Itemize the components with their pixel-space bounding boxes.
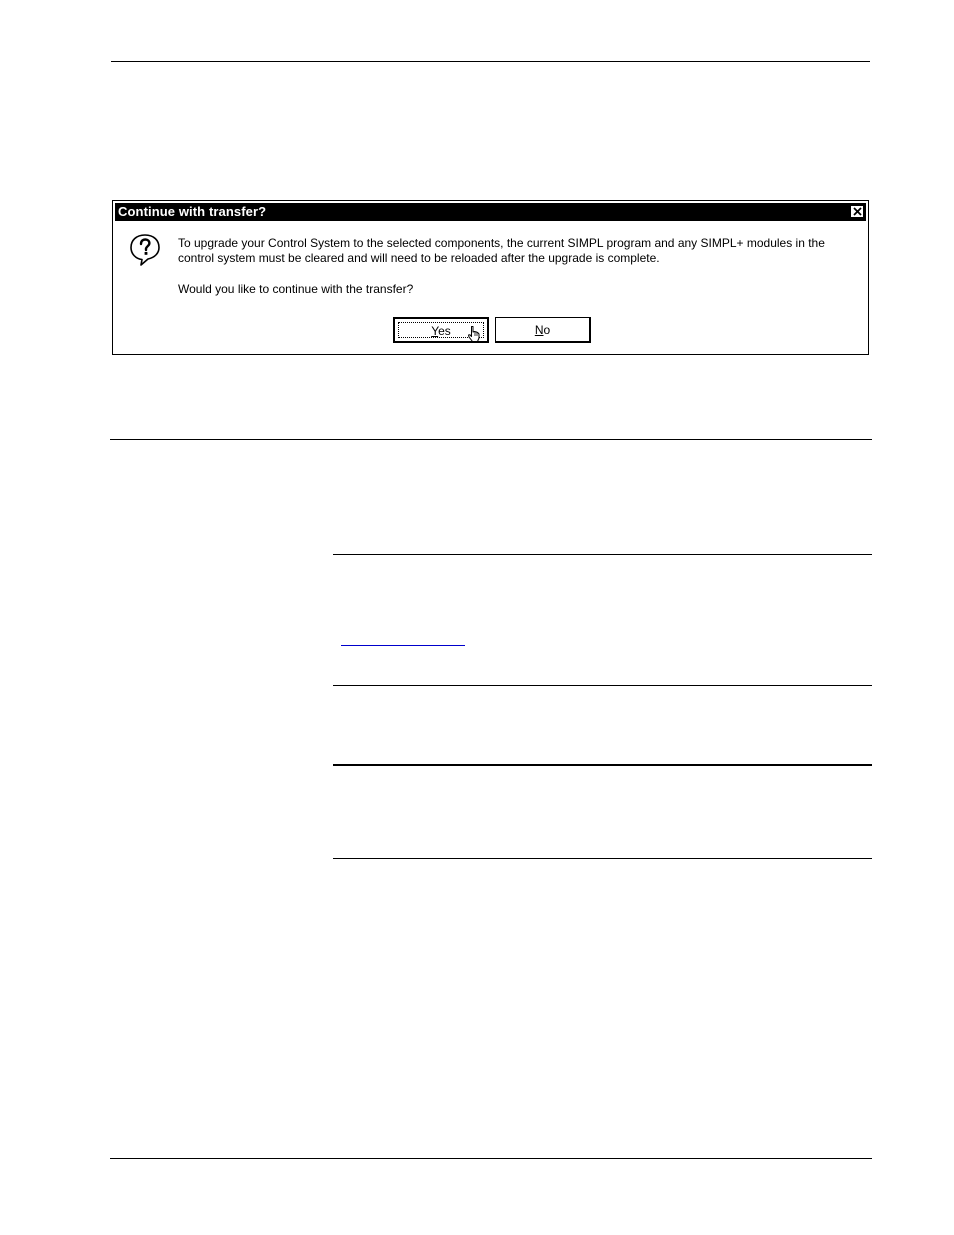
section-divider-rule [110, 439, 872, 440]
dialog-question: Would you like to continue with the transfer? [178, 282, 414, 296]
dialog-title: Continue with transfer? [118, 204, 267, 219]
page-footer-rule [110, 1158, 872, 1159]
dialog-titlebar[interactable] [115, 203, 866, 221]
table-rule-4 [333, 858, 872, 859]
yes-button[interactable] [393, 317, 489, 343]
close-button[interactable] [850, 205, 864, 218]
dialog-message-line-2: control system must be cleared and will need to be reloaded after the upgrade is complete. [178, 251, 660, 265]
no-button[interactable] [495, 317, 591, 343]
close-icon [852, 206, 863, 217]
page-header-rule [111, 61, 870, 62]
table-rule-2 [333, 685, 872, 686]
question-icon [128, 232, 162, 268]
no-button-label: No [534, 323, 551, 337]
hyperlink-underline[interactable] [341, 645, 465, 646]
yes-button-label: Yes [431, 324, 451, 338]
table-rule-1 [333, 554, 872, 555]
mouse-pointer-icon [467, 325, 481, 343]
continue-transfer-dialog [112, 200, 869, 355]
table-rule-3 [333, 764, 872, 766]
dialog-message-line-1: To upgrade your Control System to the selected components, the current SIMPL program and any SIMPL+ modules in the [178, 236, 825, 250]
